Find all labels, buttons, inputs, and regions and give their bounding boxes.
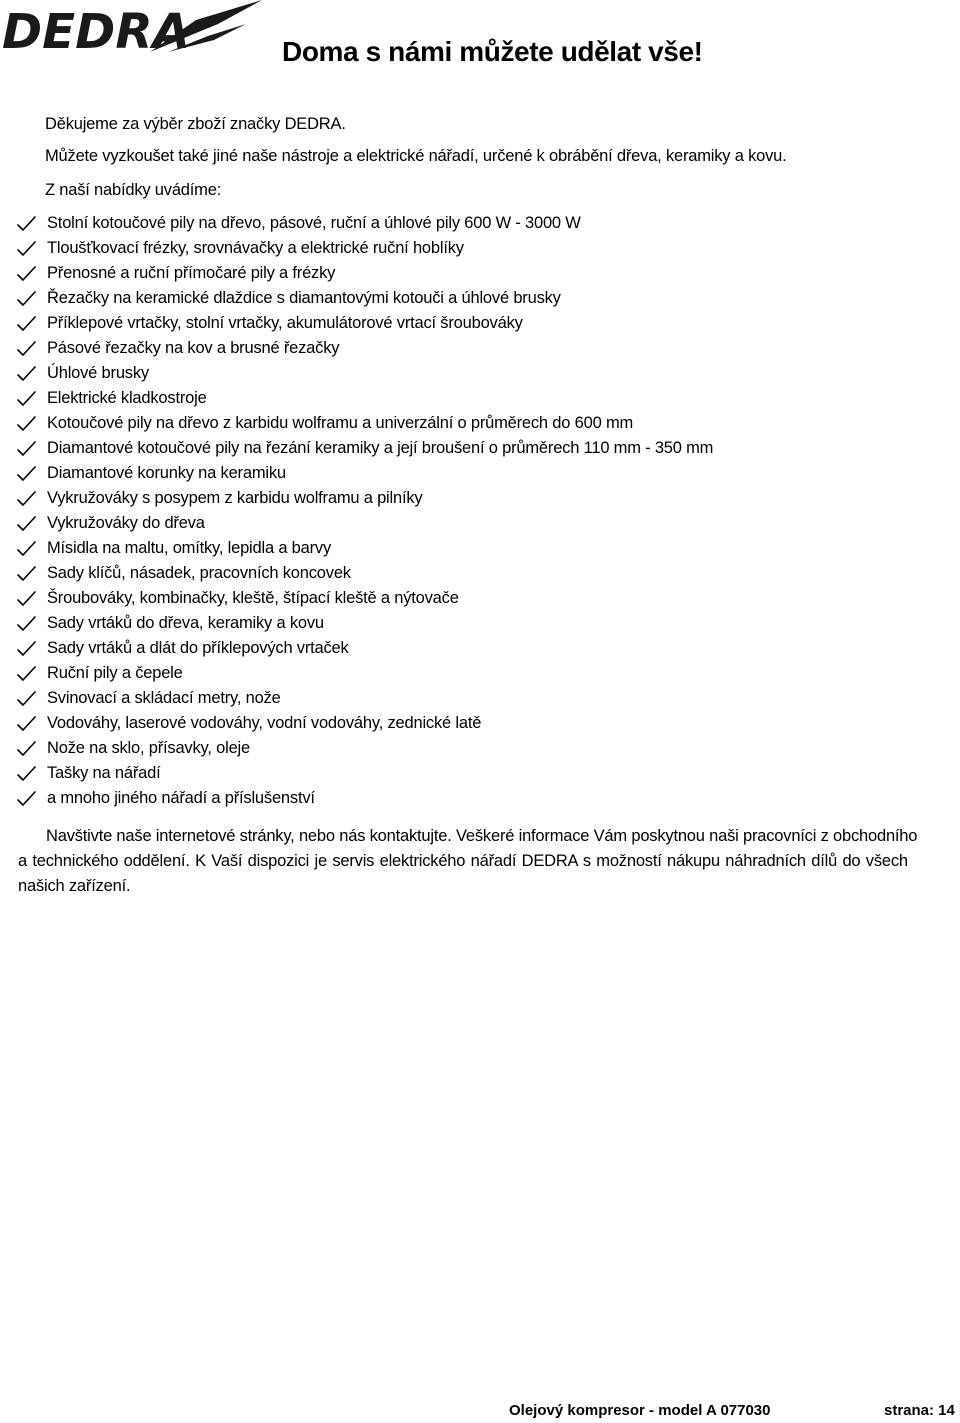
slogan-heading: Doma s námi můžete udělat vše! bbox=[282, 36, 703, 67]
check-icon bbox=[17, 666, 37, 682]
list-item-label: Úhlové brusky bbox=[47, 364, 149, 382]
check-icon bbox=[17, 691, 37, 707]
contact-line-2: a technického oddělení. K Vaší dispozici je servis elektrického nářadí DEDRA s možností nákupu náhradních dílů do všech bbox=[18, 852, 908, 870]
check-icon bbox=[17, 391, 37, 407]
list-item-label: Tašky na nářadí bbox=[47, 764, 161, 782]
footer-model: Olejový kompresor - model A 077030 bbox=[509, 1402, 771, 1419]
check-icon bbox=[17, 541, 37, 557]
list-item-label: Nože na sklo, přísavky, oleje bbox=[47, 739, 250, 757]
check-icon bbox=[17, 366, 37, 382]
list-item-label: Sady vrtáků do dřeva, keramiky a kovu bbox=[47, 614, 324, 632]
thanks-text: Děkujeme za výběr zboží značky DEDRA. bbox=[45, 115, 346, 133]
list-item-label: Stolní kotoučové pily na dřevo, pásové, ruční a úhlové pily 600 W - 3000 W bbox=[47, 214, 581, 232]
list-item-label: Šroubováky, kombinačky, kleště, štípací kleště a nýtovače bbox=[47, 589, 459, 607]
check-icon bbox=[17, 416, 37, 432]
list-item-label: Kotoučové pily na dřevo z karbidu wolframu a univerzální o průměrech do 600 mm bbox=[47, 414, 634, 432]
check-icon bbox=[17, 316, 37, 332]
check-icon bbox=[17, 741, 37, 757]
list-item-label: Vykružováky s posypem z karbidu wolframu a pilníky bbox=[47, 489, 423, 507]
footer-page-number: strana: 14 bbox=[884, 1402, 955, 1419]
list-item-label: Vykružováky do dřeva bbox=[47, 514, 205, 532]
logo-lettering: DEDRA bbox=[2, 4, 190, 58]
list-item-label: Ruční pily a čepele bbox=[47, 664, 183, 682]
check-icon bbox=[17, 591, 37, 607]
try-more-text: Můžete vyzkoušet také jiné naše nástroje a elektrické nářadí, určené k obrábění dřeva, keramiky a kovu. bbox=[45, 147, 787, 165]
list-item-label: Diamantové kotoučové pily na řezání keramiky a její broušení o průměrech 110 mm - 350 mm bbox=[47, 439, 714, 457]
check-icon bbox=[17, 566, 37, 582]
check-icon bbox=[17, 491, 37, 507]
list-item-label: Diamantové korunky na keramiku bbox=[47, 464, 286, 482]
list-item-label: Pásové řezačky na kov a brusné řezačky bbox=[47, 339, 340, 357]
offer-heading: Z naší nabídky uvádíme: bbox=[45, 181, 222, 199]
check-icon bbox=[17, 216, 37, 232]
list-item-label: Řezačky na keramické dlaždice s diamantovými kotouči a úhlové brusky bbox=[47, 289, 561, 307]
dedra-logo bbox=[0, 0, 262, 58]
contact-paragraph bbox=[18, 824, 960, 899]
check-icon bbox=[17, 616, 37, 632]
check-icon bbox=[17, 466, 37, 482]
check-icon bbox=[17, 766, 37, 782]
check-icon bbox=[17, 266, 37, 282]
list-item-label: Mísidla na maltu, omítky, lepidla a barvy bbox=[47, 539, 332, 557]
list-item-label: Sady klíčů, násadek, pracovních koncovek bbox=[47, 564, 351, 582]
check-icon bbox=[17, 516, 37, 532]
list-item-label: Příklepové vrtačky, stolní vrtačky, akumulátorové vrtací šroubováky bbox=[47, 314, 523, 332]
check-icon bbox=[17, 641, 37, 657]
list-item-label: Tloušťkovací frézky, srovnávačky a elektrické ruční hoblíky bbox=[47, 239, 464, 257]
list-item-label: Elektrické kladkostroje bbox=[47, 389, 207, 407]
list-item-label: Přenosné a ruční přímočaré pily a frézky bbox=[47, 264, 336, 282]
check-icon bbox=[17, 791, 37, 807]
list-item-label: Vodováhy, laserové vodováhy, vodní vodováhy, zednické latě bbox=[47, 714, 482, 732]
list-item-label: a mnoho jiného nářadí a příslušenství bbox=[47, 789, 315, 807]
contact-line-3: našich zařízení. bbox=[18, 877, 131, 895]
check-icon bbox=[17, 716, 37, 732]
list-item-label: Sady vrtáků a dlát do příklepových vrtaček bbox=[47, 639, 349, 657]
check-icon bbox=[17, 441, 37, 457]
check-icon bbox=[17, 341, 37, 357]
contact-line-1: Navštivte naše internetové stránky, nebo nás kontaktujte. Veškeré informace Vám poskytnou naši pracovníci z obchodního bbox=[46, 827, 918, 845]
check-icon bbox=[17, 241, 37, 257]
list-item-label: Svinovací a skládací metry, nože bbox=[47, 689, 281, 707]
check-icon bbox=[17, 291, 37, 307]
